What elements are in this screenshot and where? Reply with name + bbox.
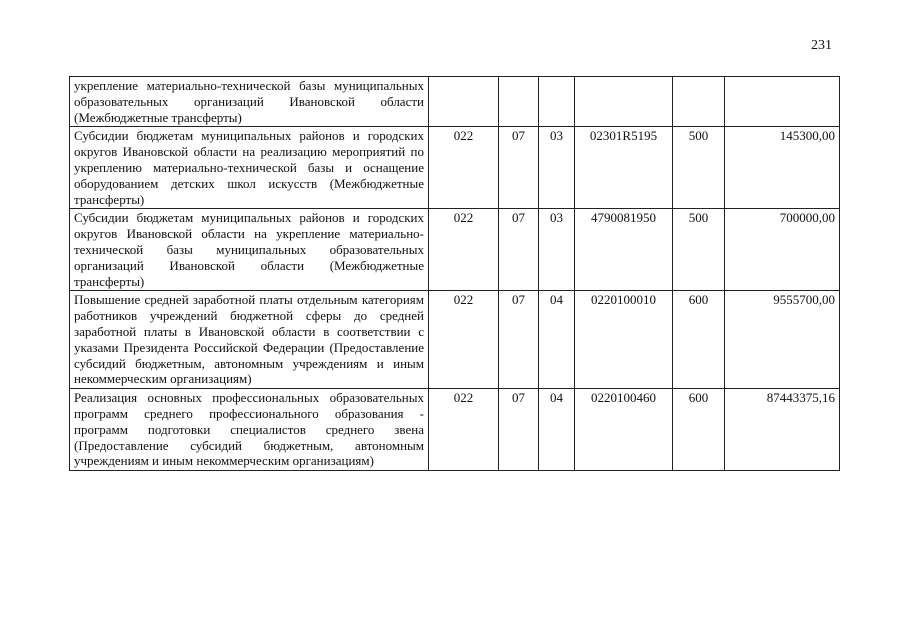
target-code: 0220100010 [575,291,673,389]
target-code: 02301R5195 [575,127,673,209]
table-row [70,127,840,209]
section-code: 07 [499,209,539,291]
admin-code [429,77,499,127]
table-row [70,291,840,389]
admin-code: 022 [429,209,499,291]
expense-type-code: 500 [673,127,725,209]
subsection-code [539,77,575,127]
section-code [499,77,539,127]
admin-code: 022 [429,127,499,209]
subsection-code: 03 [539,209,575,291]
amount: 9555700,00 [725,291,840,389]
admin-code: 022 [429,291,499,389]
table-row [70,77,840,127]
amount: 700000,00 [725,209,840,291]
amount [725,77,840,127]
row-description: Реализация основных профессиональных образовательных программ среднего профессионального образования - программ подготовки специалистов среднего звена (Предоставление субсидий бюджетным, автономным учреждениям и иным некоммерческим организациям) [70,389,429,471]
table-row [70,209,840,291]
target-code [575,77,673,127]
expense-type-code: 600 [673,291,725,389]
expense-type-code: 600 [673,389,725,471]
table-row [70,389,840,471]
target-code: 4790081950 [575,209,673,291]
row-description: Субсидии бюджетам муниципальных районов и городских округов Ивановской области на реализацию мероприятий по укреплению материально-технической базы и оснащение оборудованием детских школ искусств (Межбюджетные трансферты) [70,127,429,209]
section-code: 07 [499,291,539,389]
amount: 87443375,16 [725,389,840,471]
section-code: 07 [499,389,539,471]
page-number: 231 [811,38,832,53]
row-description: Субсидии бюджетам муниципальных районов и городских округов Ивановской области на укрепление материально-технической базы муниципальных образовательных организаций Ивановской области (Межбюджетные трансферты) [70,209,429,291]
subsection-code: 04 [539,389,575,471]
row-description: укрепление материально-технической базы муниципальных образовательных организаций Ивановской области (Межбюджетные трансферты) [70,77,429,127]
admin-code: 022 [429,389,499,471]
expense-type-code [673,77,725,127]
section-code: 07 [499,127,539,209]
subsection-code: 04 [539,291,575,389]
amount: 145300,00 [725,127,840,209]
row-description: Повышение средней заработной платы отдельным категориям работников учреждений бюджетной сферы до средней заработной платы в Ивановской области в соответствии с указами Президента Российской Федерации (Предоставление субсидий бюджетным, автономным учреждениям и иным некоммерческим организациям) [70,291,429,389]
expense-type-code: 500 [673,209,725,291]
budget-table [69,76,840,471]
target-code: 0220100460 [575,389,673,471]
subsection-code: 03 [539,127,575,209]
